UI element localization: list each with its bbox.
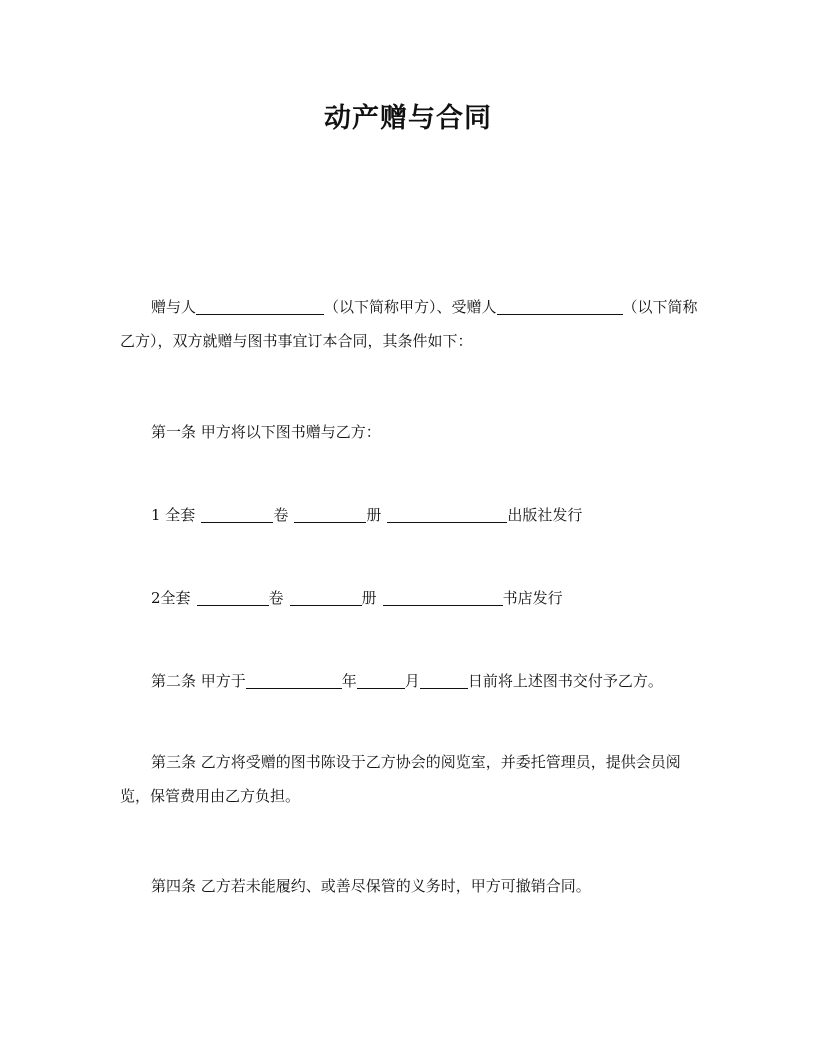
- article-3: 第三条 乙方将受赠的图书陈设于乙方协会的阅览室，并委托管理员，提供会员阅览，保管费用由乙方负担。: [120, 753, 681, 805]
- item-2-publisher-suffix: 书店发行: [502, 589, 563, 607]
- article-4: 第四条 乙方若未能履约、或善尽保管的义务时，甲方可撤销合同。: [151, 877, 591, 895]
- article-2: [120, 664, 700, 698]
- item-1-volume-blank[interactable]: [201, 506, 273, 523]
- year-label: 年: [341, 672, 357, 690]
- month-label: 月: [404, 672, 420, 690]
- donor-name-blank[interactable]: [196, 298, 324, 315]
- article-2-prefix: 第二条 甲方于: [151, 672, 246, 690]
- donee-suffix: （以下简称乙方），双方就赠与图书事宜订本合同，其条件如下：: [120, 298, 698, 350]
- item-2-book-label: 册: [361, 589, 377, 607]
- item-1-book-blank[interactable]: [294, 506, 366, 523]
- item-2-volume-label: 卷: [268, 589, 284, 607]
- item-2-prefix: 2全套: [151, 589, 191, 607]
- item-2-publisher-blank[interactable]: [383, 589, 503, 606]
- donor-label: 赠与人: [151, 298, 197, 316]
- item-1: [120, 498, 700, 532]
- donee-name-blank[interactable]: [497, 298, 623, 315]
- article-1: 第一条 甲方将以下图书赠与乙方：: [151, 423, 381, 441]
- item-2: [120, 581, 700, 615]
- donor-suffix: （以下简称甲方）、受赠人: [324, 298, 497, 316]
- document-title: 动产赠与合同: [324, 103, 492, 134]
- item-1-volume-label: 卷: [273, 506, 289, 524]
- month-blank[interactable]: [357, 672, 405, 689]
- item-1-book-label: 册: [366, 506, 382, 524]
- day-suffix: 日前将上述图书交付予乙方。: [467, 672, 663, 690]
- item-2-volume-blank[interactable]: [197, 589, 269, 606]
- item-1-publisher-suffix: 出版社发行: [507, 506, 583, 524]
- item-1-prefix: 1 全套: [151, 506, 196, 524]
- intro-paragraph: [120, 290, 700, 358]
- item-1-publisher-blank[interactable]: [387, 506, 507, 523]
- item-2-book-blank[interactable]: [290, 589, 362, 606]
- day-blank[interactable]: [420, 672, 468, 689]
- year-blank[interactable]: [246, 672, 342, 689]
